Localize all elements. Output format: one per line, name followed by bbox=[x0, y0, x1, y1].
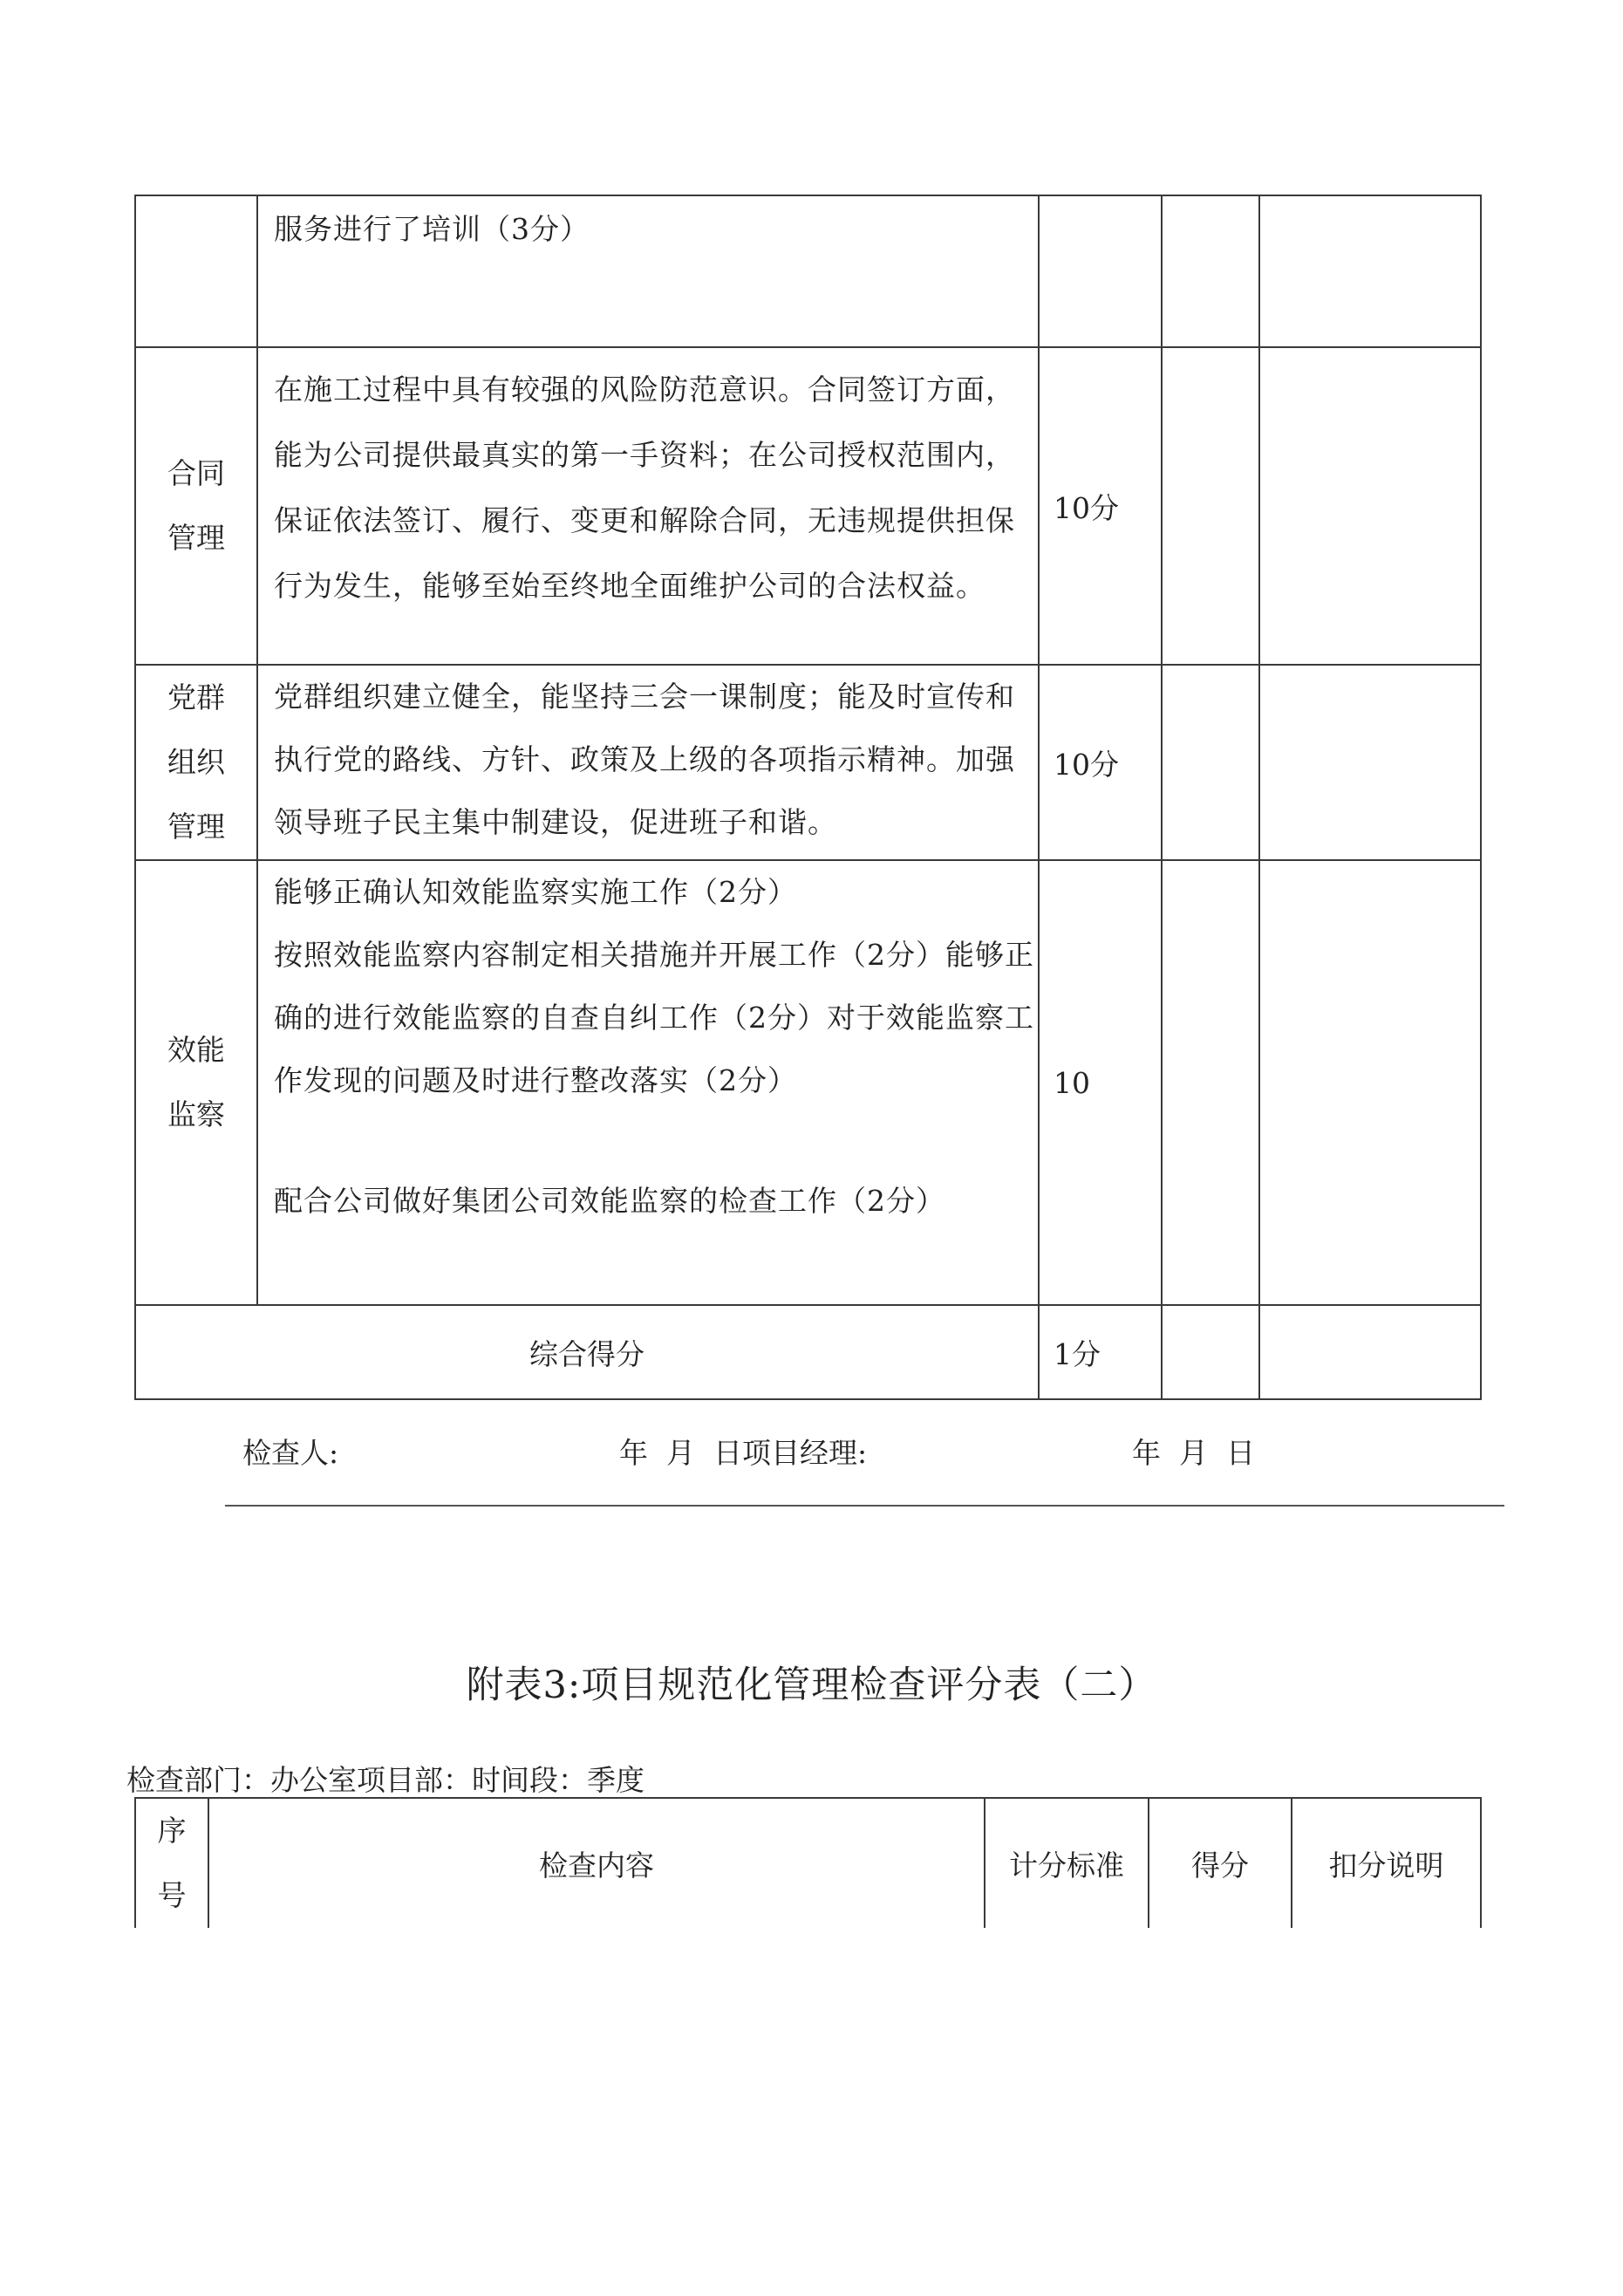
score-cell bbox=[1162, 347, 1259, 665]
score-cell bbox=[1162, 860, 1259, 1305]
total-standard-cell bbox=[1039, 1305, 1162, 1399]
department-line: 检查部门：办公室项目部：时间段：季度 bbox=[126, 1763, 644, 1797]
signature-line bbox=[242, 1431, 1376, 1474]
content-text: 服务进行了培训（3分） bbox=[274, 212, 590, 246]
content-text: 在施工过程中具有较强的风险防范意识。合同签订方面，能为公司提供最真实的第一手资料；在公司授权范围内，保证依法签订、履行、变更和解除合同，无违规提供担保行为发生，能够至始至终地全面维护公司的合法权益。 bbox=[274, 372, 1015, 603]
header-score bbox=[1149, 1798, 1292, 1928]
category-label: 效能 监察 bbox=[167, 1033, 225, 1131]
content-cell bbox=[257, 347, 1039, 665]
header-standard-label: 计分标准 bbox=[1009, 1848, 1124, 1883]
header-seq-label: 序 号 bbox=[157, 1814, 187, 1912]
category-label: 党群 组织 管理 bbox=[167, 680, 225, 844]
content-text: 能够正确认知效能监察实施工作（2分） bbox=[274, 875, 797, 909]
table-row bbox=[135, 665, 1481, 860]
standard-cell bbox=[1039, 860, 1162, 1305]
total-standard-value: 1分 bbox=[1054, 1336, 1101, 1371]
content-text: 配合公司做好集团公司效能监察的检查工作（2分） bbox=[274, 1184, 945, 1218]
content-cell bbox=[257, 195, 1039, 347]
evaluation-table-2 bbox=[134, 1797, 1482, 1928]
total-label: 综合得分 bbox=[529, 1336, 644, 1371]
category-cell bbox=[135, 347, 257, 665]
header-row bbox=[135, 1798, 1481, 1928]
content-cell bbox=[257, 665, 1039, 860]
header-deduction-label: 扣分说明 bbox=[1328, 1848, 1444, 1883]
score-cell bbox=[1162, 195, 1259, 347]
page-title: 附表3:项目规范化管理检查评分表（二） bbox=[466, 1664, 1157, 1707]
deduction-cell bbox=[1259, 860, 1481, 1305]
table-row bbox=[135, 347, 1481, 665]
standard-cell bbox=[1039, 665, 1162, 860]
deduction-cell bbox=[1259, 665, 1481, 860]
manager-date-label: 年 月 日 bbox=[1132, 1436, 1255, 1470]
header-deduction bbox=[1292, 1798, 1481, 1928]
header-content-label: 检查内容 bbox=[539, 1848, 654, 1883]
standard-cell bbox=[1039, 347, 1162, 665]
total-label-cell bbox=[135, 1305, 1039, 1399]
score-cell bbox=[1162, 1305, 1259, 1399]
standard-value: 10分 bbox=[1054, 490, 1119, 525]
divider bbox=[225, 1505, 1504, 1507]
evaluation-table-1 bbox=[134, 195, 1482, 1400]
standard-cell bbox=[1039, 195, 1162, 347]
inspector-date-manager-label: 年 月 日项目经理: bbox=[619, 1436, 868, 1470]
deduction-cell bbox=[1259, 347, 1481, 665]
content-text: 党群组织建立健全，能坚持三会一课制度；能及时宣传和执行党的路线、方针、政策及上级的各项指示精神。加强领导班子民主集中制建设，促进班子和谐。 bbox=[274, 680, 1015, 839]
header-standard bbox=[985, 1798, 1149, 1928]
score-cell bbox=[1162, 665, 1259, 860]
table-row bbox=[135, 195, 1481, 347]
deduction-cell bbox=[1259, 1305, 1481, 1399]
standard-value: 10 bbox=[1054, 1065, 1090, 1100]
category-label: 合同 管理 bbox=[167, 456, 225, 555]
header-content bbox=[208, 1798, 985, 1928]
deduction-cell bbox=[1259, 195, 1481, 347]
standard-value: 10分 bbox=[1054, 747, 1119, 782]
category-cell bbox=[135, 195, 257, 347]
header-seq bbox=[135, 1798, 208, 1928]
table-row bbox=[135, 860, 1481, 1305]
content-text: 按照效能监察内容制定相关措施并开展工作（2分）能够正确的进行效能监察的自查自纠工作（2分）对于效能监察工作发现的问题及时进行整改落实（2分） bbox=[274, 938, 1034, 1097]
inspector-label: 检查人: bbox=[242, 1436, 339, 1470]
content-cell bbox=[257, 860, 1039, 1305]
header-score-label: 得分 bbox=[1191, 1848, 1249, 1883]
category-cell bbox=[135, 860, 257, 1305]
table-row bbox=[135, 1305, 1481, 1399]
category-cell bbox=[135, 665, 257, 860]
